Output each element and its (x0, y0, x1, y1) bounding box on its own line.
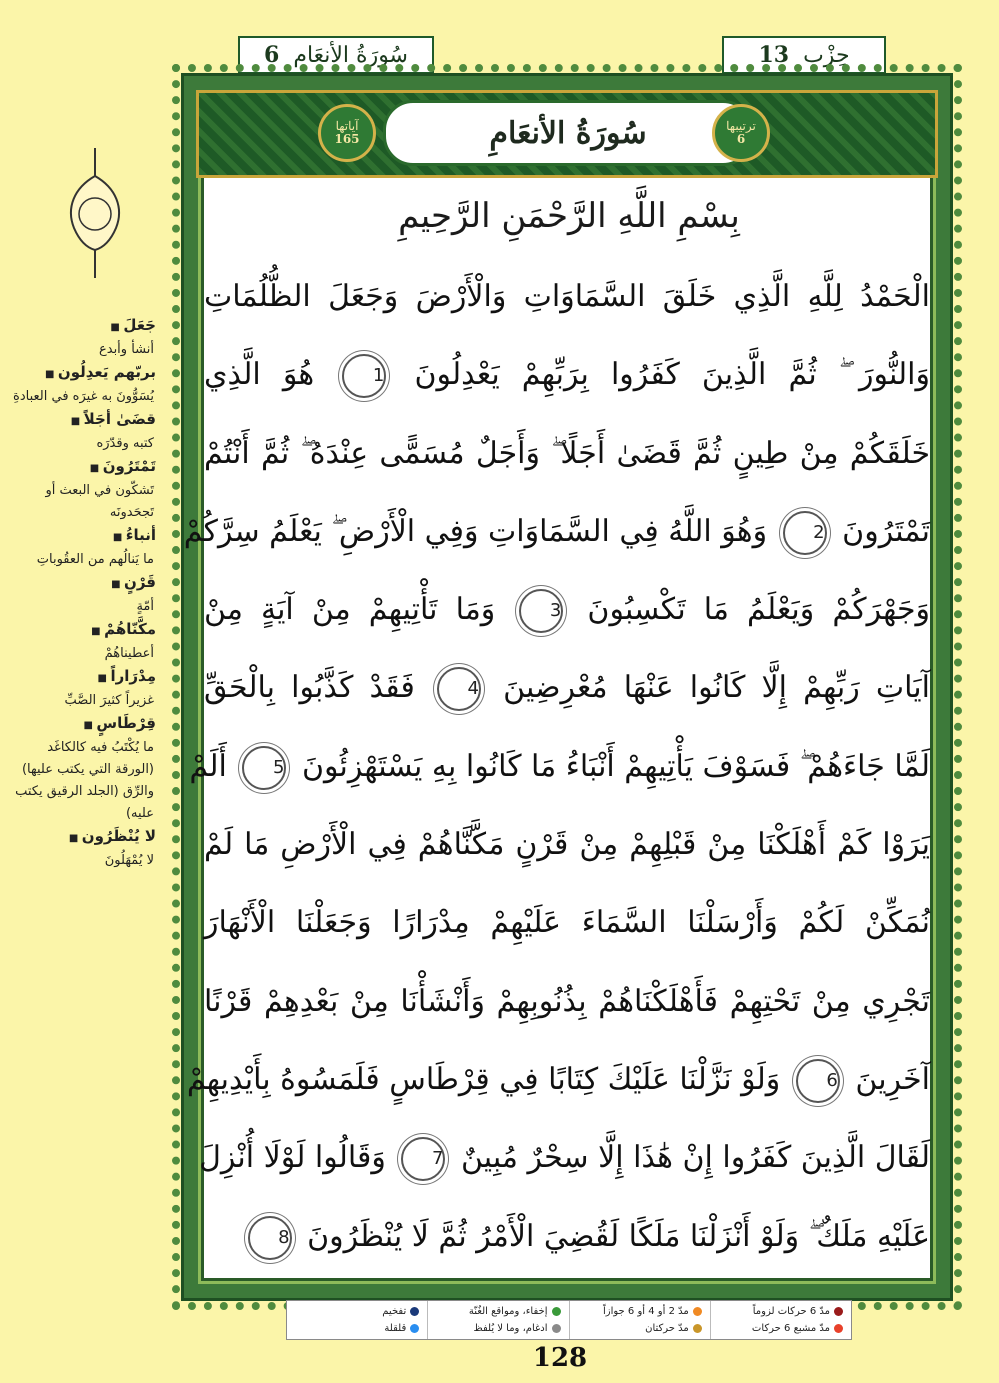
surah-header (238, 36, 434, 74)
line-text: نُمَكِّنْ لَكُمْ وَأَرْسَلْنَا السَّمَاءَ عَلَيْهِمْ مِدْرَارًا وَجَعَلْنَا الْأَنْهَارَ (204, 905, 930, 941)
verses-count: 165 (334, 132, 360, 146)
legend-item (295, 1306, 419, 1317)
legend-item (436, 1306, 560, 1317)
line-text: لَمَّا جَاءَهُمْ ۖ فَسَوْفَ يَأْتِيهِمْ أَنْبَاءُ مَا كَانُوا بِهِ يَسْتَهْزِئُونَ (301, 748, 930, 784)
legend-label: قلقلة (384, 1323, 407, 1334)
line-text: لَقَالَ الَّذِينَ كَفَرُوا إِنْ هَٰذَا إِلَّا سِحْرٌ مُبِينٌ (460, 1140, 930, 1176)
hizb-number: 13 (758, 42, 790, 68)
legend-label: مدّ حركتان (645, 1323, 689, 1334)
verse-line (204, 884, 930, 962)
color-dot-icon (410, 1307, 419, 1316)
color-dot-icon (552, 1307, 561, 1316)
verse-number-marker: 8 (248, 1216, 292, 1260)
verse-line (204, 1198, 930, 1276)
glossary-entry (6, 825, 156, 872)
legend-column (710, 1301, 851, 1339)
line-text: آيَاتِ رَبِّهِمْ إِلَّا كَانُوا عَنْهَا مُعْرِضِينَ (503, 670, 930, 706)
verse-line (199, 1119, 930, 1197)
glossary-definition: لا يُمْهَلُونَ (104, 853, 154, 868)
line-text: تَمْتَرُونَ (842, 513, 930, 549)
verse-number-marker: 6 (796, 1059, 840, 1103)
glossary-term: قَرْنٍ ■ (6, 571, 156, 596)
glossary-entry (6, 314, 156, 361)
legend-column (569, 1301, 710, 1339)
hizb-header (722, 36, 886, 74)
surah-title: سُورَةُ الأنعَامِ (383, 100, 753, 166)
glossary-definition: كتبه وقدّرَه (96, 436, 154, 451)
legend-label: مدّ 2 أو 4 أو 6 جوازاً (602, 1306, 689, 1317)
glossary-definition: أعطيناهُمْ (104, 646, 154, 661)
glossary-entry (6, 618, 156, 665)
legend-column (287, 1301, 427, 1339)
legend-label: إخفاء، ومواقع الغُنّة (468, 1306, 548, 1317)
line-text: يَرَوْا كَمْ أَهْلَكْنَا مِنْ قَبْلِهِمْ مِنْ قَرْنٍ مَكَّنَّاهُمْ فِي الْأَرْضِ مَا لَمْ (204, 827, 930, 863)
color-dot-icon (552, 1324, 561, 1333)
line-text: الْحَمْدُ لِلَّهِ الَّذِي خَلَقَ السَّمَاوَاتِ وَالْأَرْضَ وَجَعَلَ الظُّلُمَاتِ (204, 279, 931, 314)
verse-number-marker: 4 (437, 667, 481, 711)
glossary-term: مكَّنّاهُمْ ■ (6, 618, 156, 643)
verse-line (189, 728, 930, 806)
hizb-label: حِزْب (803, 42, 850, 68)
glossary-term: جَعَلَ ■ (6, 314, 156, 339)
verses-label: آياتها (335, 118, 359, 133)
glossary-term: تَمْتَرُونَ ■ (6, 455, 156, 480)
surah-order-medal (712, 104, 770, 162)
glossary-entry (6, 571, 156, 618)
surah-number: 6 (264, 42, 280, 68)
line-text: هُوَ الَّذِي (204, 357, 315, 393)
glossary-entry (6, 712, 156, 825)
verses-count-medal (318, 104, 376, 162)
glossary-term: قِرْطَاسٍ ■ (6, 712, 156, 737)
glossary-definition: ما يَنالُهم من العقُوباتِ (36, 552, 154, 567)
verse-line (183, 493, 930, 571)
surah-name: سُورَةُ الأنعَام (293, 42, 408, 68)
glossary (6, 314, 156, 872)
legend-item (295, 1323, 419, 1334)
legend-item (719, 1306, 843, 1317)
line-text: وَجَهْرَكُمْ وَيَعْلَمُ مَا تَكْسِبُونَ (587, 592, 930, 628)
legend-label: مدّ 6 حركات لزوماً (752, 1306, 830, 1317)
line-text: خَلَقَكُمْ مِنْ طِينٍ ثُمَّ قَضَىٰ أَجَلًا ۖ وَأَجَلٌ مُسَمًّى عِنْدَهُ ۖ ثُمَّ أَنْتُمْ (204, 435, 930, 471)
line-text: وَقَالُوا لَوْلَا أُنْزِلَ (199, 1140, 386, 1176)
color-dot-icon (834, 1324, 843, 1333)
basmala: بِسْمِ اللَّهِ الرَّحْمَنِ الرَّحِيمِ (398, 196, 740, 236)
order-label: ترتيبها (726, 118, 756, 133)
legend-label: مدّ مشبع 6 حركات (751, 1323, 830, 1334)
glossary-term: أنباءُ ■ (6, 524, 156, 549)
line-text: وَمَا تَأْتِيهِمْ مِنْ آيَةٍ مِنْ (204, 592, 496, 628)
glossary-entry (6, 361, 156, 408)
line-text: تَجْرِي مِنْ تَحْتِهِمْ فَأَهْلَكْنَاهُمْ بِذُنُوبِهِمْ وَأَنْشَأْنَا مِنْ بَعْدِهِمْ قَرْنًا (204, 983, 930, 1019)
color-dot-icon (693, 1324, 702, 1333)
line-text: وَالنُّورَ ۖ ثُمَّ الَّذِينَ كَفَرُوا بِرَبِّهِمْ يَعْدِلُونَ (414, 357, 931, 393)
glossary-entry (6, 408, 156, 455)
verse-line (204, 415, 930, 493)
color-dot-icon (693, 1307, 702, 1316)
glossary-definition: يُسَوُّونَ به غيرَه في العبادةِ (13, 389, 154, 404)
line-text: آخَرِينَ (855, 1061, 930, 1097)
verse-line (204, 336, 930, 414)
verse-line (186, 1041, 930, 1119)
verse-number-marker: 1 (342, 354, 386, 398)
line-text: أَلَمْ (189, 748, 227, 784)
glossary-definition: تَشكّون في البعث أو تَجحَدونَه (45, 483, 154, 520)
glossary-term: بربّهم يَعدِلُون ■ (6, 361, 156, 386)
verse-line (204, 649, 930, 727)
glossary-entry (6, 665, 156, 712)
line-text: وَهُوَ اللَّهُ فِي السَّمَاوَاتِ وَفِي الْأَرْضِ ۖ يَعْلَمُ سِرَّكُمْ (183, 513, 768, 549)
glossary-definition: أمّةٍ (136, 599, 154, 614)
glossary-term: مِدْرَاراً ■ (6, 665, 156, 690)
legend-label: تفخيم (382, 1306, 407, 1317)
verse-number-marker: 2 (783, 511, 827, 555)
verse-number-marker: 5 (242, 746, 286, 790)
verse-number-marker: 3 (519, 589, 563, 633)
verse-line (204, 258, 930, 336)
color-dot-icon (410, 1324, 419, 1333)
legend-item (578, 1323, 702, 1334)
legend-label: ادغام، وما لا يُلفظ (473, 1323, 548, 1334)
verse-text (183, 258, 931, 1276)
legend-item (436, 1323, 560, 1334)
order-number: 6 (736, 132, 746, 146)
ornament-icon (64, 148, 126, 278)
color-dot-icon (834, 1307, 843, 1316)
legend-item (719, 1323, 843, 1334)
glossary-term: لا يُنْظَرُون ■ (6, 825, 156, 850)
line-text: وَلَوْ نَزَّلْنَا عَلَيْكَ كِتَابًا فِي قِرْطَاسٍ فَلَمَسُوهُ بِأَيْدِيهِمْ (186, 1061, 781, 1097)
tajweed-legend (286, 1300, 852, 1340)
glossary-definition: أنشأ وأبدع (98, 342, 154, 357)
verse-number-marker: 7 (401, 1137, 445, 1181)
verse-line (204, 963, 930, 1041)
legend-item (578, 1306, 702, 1317)
margin-emblem (64, 148, 126, 278)
glossary-definition: ما يُكْتَبُ فيه كالكاغَد (الورقة التي يكتب عليها) والرِّق (الجلد الرقيق يكتب عليه) (15, 740, 154, 821)
legend-column (427, 1301, 568, 1339)
page-number: 128 (532, 1343, 588, 1373)
line-text: فَقَدْ كَذَّبُوا بِالْحَقِّ (204, 670, 415, 706)
glossary-entry (6, 524, 156, 571)
glossary-entry (6, 455, 156, 524)
verse-line (204, 806, 930, 884)
verse-line (204, 571, 930, 649)
glossary-term: قضَىٰ أجَلاً ■ (6, 408, 156, 433)
line-text: عَلَيْهِ مَلَكٌ ۖ وَلَوْ أَنْزَلْنَا مَلَكًا لَقُضِيَ الْأَمْرُ ثُمَّ لَا يُنْظَرُونَ (307, 1218, 930, 1254)
glossary-definition: غزيراً كثيرَ الصَّبِّ (64, 693, 154, 708)
